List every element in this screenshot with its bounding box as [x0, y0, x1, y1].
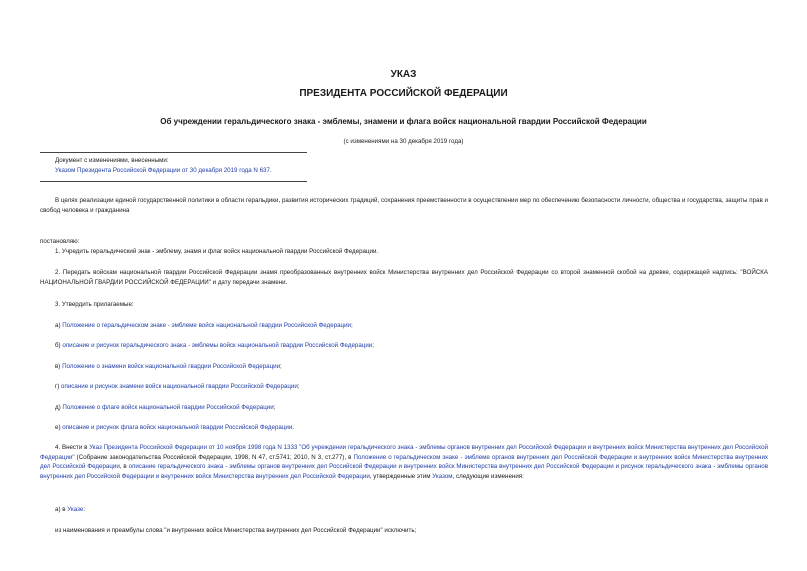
item-4-link-description[interactable]: описание геральдического знака - эмблемы органов внутренних дел Российской Федерации и внутренних войск Министерства внутренних дел Российской Федерации и рисунок геральдического знака - эмблемы органов внутренних дел Российской Федерации и внутренних войск Министерства внутренних дел Российской Федерации [40, 463, 768, 480]
changes-top-rule [40, 152, 307, 153]
approved-link-d[interactable]: описание и рисунок знамени войск национальной гвардии Российской Федерации [61, 383, 298, 390]
approved-link-e[interactable]: Положение о флаге войск национальной гвардии Российской Федерации [62, 404, 274, 411]
decree-issuer: ПРЕЗИДЕНТА РОССИЙСКОЙ ФЕДЕРАЦИИ [299, 88, 508, 99]
preamble: В целях реализации единой государственной политики в области геральдики, развития исторических традиций, сохранения преемственности в осуществлении мер по обеспечению безопасности личности, общества и государства, защиты прав и свобод человека и гражданина [40, 197, 768, 214]
decree-subject: Об учреждении геральдического знака - эмблемы, знамени и флага войск национальной гвардии Российской Федерации [160, 117, 647, 126]
approved-link-b[interactable]: описание и рисунок геральдического знака - эмблемы войск национальной гвардии Российской Федерации [62, 342, 373, 349]
item-4-link-decree-1333[interactable]: Указ Президента Российской Федерации от 10 ноября 1998 года N 1333 "Об учреждении геральдического знака - эмблемы органов внутренних дел Российской Федерации и внутренних войск Министерства внутренних дел Российской Федерации" [40, 444, 768, 461]
last-line: из наименования и преамбулы слова "и внутренних войск Министерства внутренних дел Российской Федерации" исключить; [55, 527, 417, 534]
changes-bottom-rule [40, 181, 307, 182]
approved-link-c[interactable]: Положение о знамени войск национальной гвардии Российской Федерации [62, 363, 281, 370]
item-2: 2. Передать войскам национальной гвардии Российской Федерации знамя преобразованных внутренних войск Министерства внутренних дел Российской Федерации со второй знаменной скобой на древке, содержащей надпись: "ВОЙСКА НАЦИОНАЛЬНОЙ ГВАРДИИ РОССИЙСКОЙ ФЕДЕРАЦИИ" и дату передачи знамени. [40, 269, 768, 286]
item-4: 4. Внести в Указ Президента Российской Федерации от 10 ноября 1998 года N 1333 "Об учреждении геральдического знака - эмблемы органов внутренних дел Российской Федерации и внутренних войск Министерства внутренних дел Российской Федерации" (Собрание законодательства Российской Федерации, 1998, N 47, ст.5741; 2010, N 3, ст.277), в Положение о геральдическом знаке - эмблеме органов внутренних дел Российской Федерации и внутренних войск Министерства внутренних дел Российской Федерации, в описание геральдического знака - эмблемы органов внутренних дел Российской Федерации и внутренних войск Министерства внутренних дел Российской Федерации и рисунок геральдического знака - эмблемы органов внутренних дел Российской Федерации и внутренних войск Министерства внутренних дел Российской Федерации, утвержденные этим Указом, следующие изменения: [40, 444, 768, 480]
decree-word: постановляю: [40, 238, 80, 245]
item-3-intro: 3. Утвердить прилагаемые: [55, 301, 134, 308]
decree-title: УКАЗ [390, 69, 417, 80]
item-4-link-decree[interactable]: Указом [432, 472, 453, 480]
sub-item-a: а) в Указе: [55, 506, 86, 513]
item-1: 1. Учредить геральдический знак - эмблему, знамя и флаг войск национальной гвардии Российской Федерации. [55, 248, 379, 255]
approved-item-e: д) Положение о флаге войск национальной гвардии Российской Федерации; [55, 404, 276, 411]
approved-link-a[interactable]: Положение о геральдическом знаке - эмблеме войск национальной гвардии Российской Федерации [62, 322, 351, 329]
approved-item-a: а) Положение о геральдическом знаке - эмблеме войск национальной гвардии Российской Федерации; [55, 322, 353, 329]
approved-item-d: г) описание и рисунок знамени войск национальной гвардии Российской Федерации; [55, 383, 300, 390]
approved-item-c: в) Положение о знамени войск национальной гвардии Российской Федерации; [55, 363, 282, 370]
item-4-link-regulation[interactable]: Положение о геральдическом знаке - эмблеме органов внутренних дел Российской Федерации и внутренних войск Министерства внутренних дел Российской Федерации [40, 453, 768, 470]
approved-item-f: е) описание и рисунок флага войск национальной гвардии Российской Федерации. [55, 424, 295, 431]
approved-link-f[interactable]: описание и рисунок флага войск национальной гвардии Российской Федерации [62, 424, 293, 431]
changes-link[interactable]: Указом Президента Российской Федерации от 30 декабря 2019 года N 637. [55, 167, 272, 174]
approved-item-b: б) описание и рисунок геральдического знака - эмблемы войск национальной гвардии Российской Федерации; [55, 342, 374, 349]
sub-item-a-link[interactable]: Указе [67, 506, 84, 513]
revision-note: (с изменениями на 30 декабря 2019 года) [343, 138, 464, 145]
changes-label: Документ с изменениями, внесенными: [55, 157, 169, 164]
